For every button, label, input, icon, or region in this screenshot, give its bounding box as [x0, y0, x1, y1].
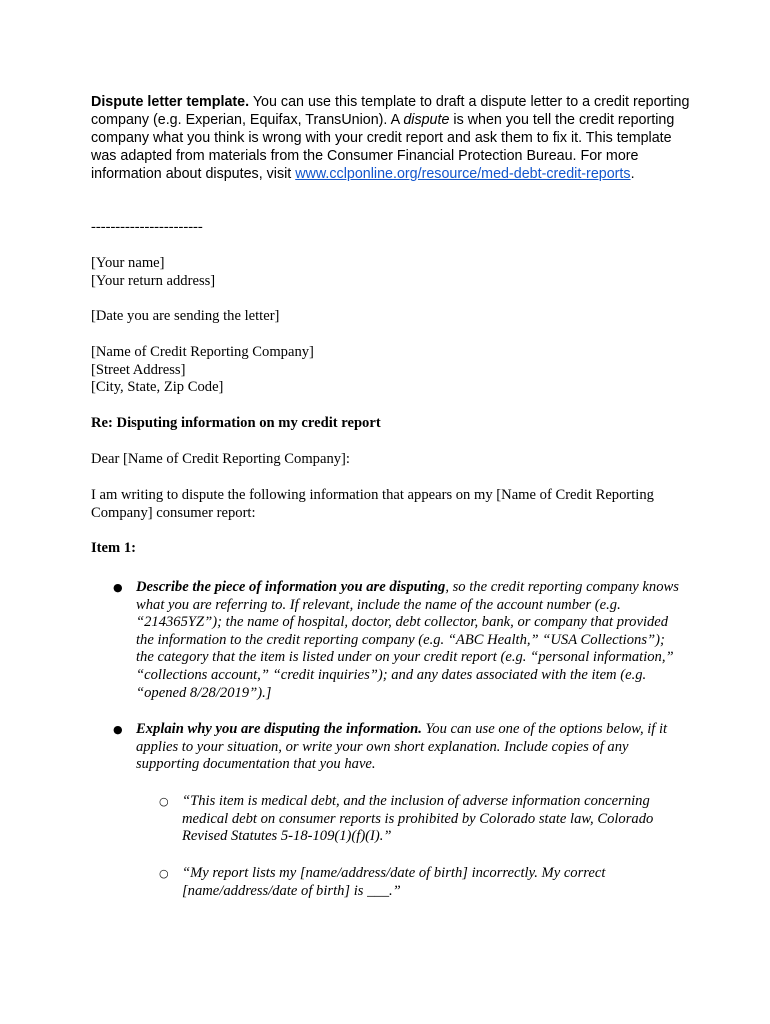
intro-italic-word: dispute — [403, 112, 450, 128]
intro-paragraph — [91, 93, 691, 183]
resource-link[interactable]: www.cclponline.org/resource/med-debt-credit-reports — [295, 166, 631, 182]
intro-text-2: is when you tell the credit reporting company what you think is wrong with your credit report and ask them to fix it. This template was adapted from materials from the Consumer Financial Protection Bureau. For more information about disputes, visit — [91, 112, 675, 182]
bullet-body: , so the credit reporting company knows what you are referring to. If relevant, include the name of the account number (e.g. “214365YZ”); the name of hospital, doctor, debt collector, bank, or company that provided the information to the credit reporting company (e.g. “ABC Health,” “USA Collections”); the category that the item is listed under on your credit report (e.g. “personal information,” “collections account,” “credit inquiries”); and any dates associated with the item (e.g. “opened 8/28/2019”).] — [136, 579, 679, 701]
option-text: “This item is medical debt, and the inclusion of adverse information concerning medical debt on consumer reports is prohibited by Colorado state law, Colorado Revised Statutes 5-18-109(1)(f)(I).” — [182, 793, 654, 845]
recipient-city: [City, State, Zip Code] — [91, 379, 224, 396]
bullet-text — [136, 579, 681, 702]
intro-heading: Dispute letter template. — [91, 94, 250, 110]
bullet-lead: Describe the piece of information you are disputing — [136, 579, 446, 595]
sub-bullet-icon: ○ — [159, 867, 169, 880]
intro-text-3: . — [630, 166, 635, 182]
bullet-text — [136, 721, 681, 774]
recipient-block — [91, 344, 691, 397]
option-text: “My report lists my [name/address/date of birth] incorrectly. My correct [name/address/date of birth] is ___.” — [182, 865, 606, 899]
sender-block — [91, 255, 691, 290]
separator-line: ----------------------- — [91, 219, 203, 235]
bullet-body: You can use one of the options below, if it applies to your situation, or write your own short explanation. Include copies of any supporting documentation that you have. — [136, 721, 668, 773]
letter-date: [Date you are sending the letter] — [91, 308, 280, 324]
salutation: Dear [Name of Credit Reporting Company]: — [91, 451, 350, 467]
sender-address: [Your return address] — [91, 272, 216, 289]
bullet-icon: ● — [113, 581, 123, 594]
bullet-icon: ● — [113, 723, 123, 736]
sub-bullet-icon: ○ — [159, 795, 169, 808]
sender-name: [Your name] — [91, 255, 165, 271]
item-heading: Item 1: — [91, 540, 136, 556]
recipient-company: [Name of Credit Reporting Company] — [91, 344, 314, 360]
opening-paragraph: I am writing to dispute the following information that appears on my [Name of Credit Reporting Company] consumer report: — [91, 487, 654, 521]
recipient-street: [Street Address] — [91, 361, 186, 378]
bullet-lead: Explain why you are disputing the information. — [136, 721, 422, 737]
intro-text-1: You can use this template to draft a dispute letter to a credit reporting company (e.g. Experian, Equifax, TransUnion). A — [91, 94, 690, 128]
subject-line: Re: Disputing information on my credit report — [91, 415, 381, 431]
